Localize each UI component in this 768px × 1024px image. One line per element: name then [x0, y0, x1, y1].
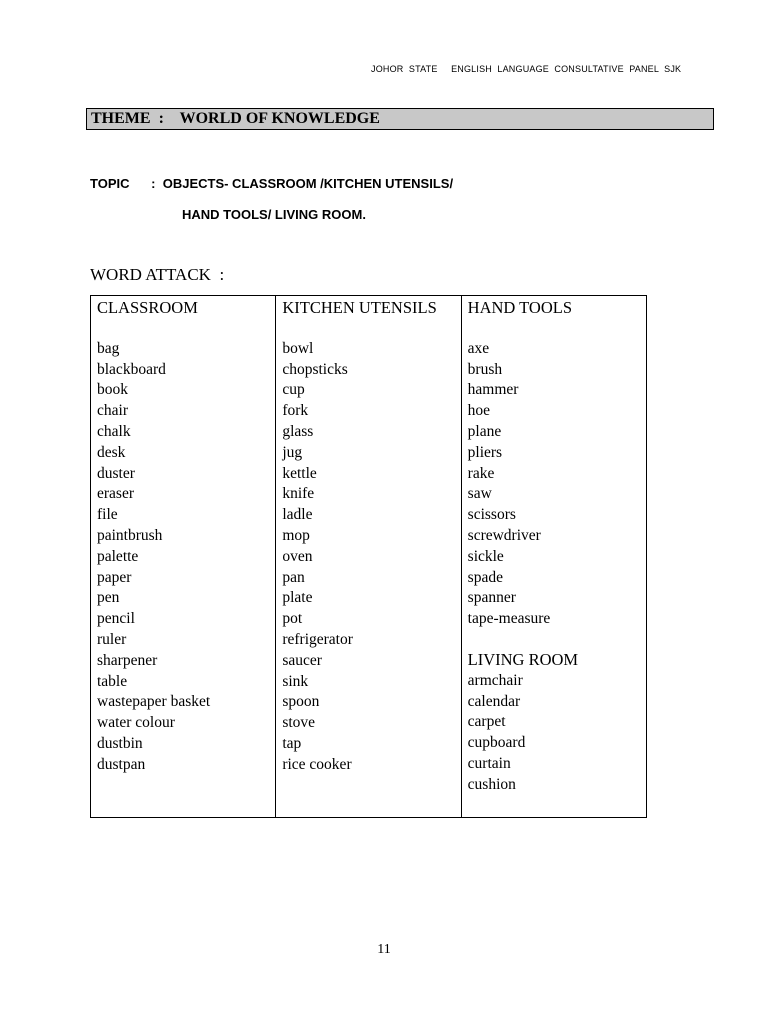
list-item: desk — [97, 443, 126, 461]
list-item: book — [97, 381, 128, 399]
list-item: carpet — [467, 713, 506, 731]
list-item: pliers — [467, 443, 503, 461]
list-item: tape-measure — [467, 610, 551, 628]
list-item: spade — [467, 568, 503, 586]
list-item: rice cooker — [282, 755, 352, 773]
list-item: dustpan — [97, 755, 146, 773]
kitchen-utensils-heading: KITCHEN UTENSILS — [282, 298, 437, 317]
list-item: sink — [282, 672, 309, 690]
list-item: paper — [97, 568, 132, 586]
list-item: dustbin — [97, 734, 143, 752]
list-item: axe — [467, 339, 490, 357]
list-item: stove — [282, 714, 316, 732]
list-item: scissors — [467, 506, 516, 524]
classroom-heading: CLASSROOM — [97, 298, 198, 317]
list-item: brush — [467, 360, 503, 378]
list-item: cushion — [467, 775, 516, 793]
list-item: knife — [282, 485, 315, 503]
list-item: chopsticks — [282, 360, 348, 378]
list-item: oven — [282, 547, 313, 565]
word-attack-label: WORD ATTACK : — [90, 265, 225, 284]
list-item: ladle — [282, 506, 313, 524]
list-item: chalk — [97, 422, 131, 440]
kitchen-utensils-list — [282, 339, 454, 776]
theme-title: THEME : WORLD OF KNOWLEDGE — [86, 108, 714, 130]
list-item: ruler — [97, 630, 127, 648]
list-item: spanner — [467, 589, 516, 607]
list-item: cup — [282, 381, 305, 399]
list-item: pencil — [97, 610, 135, 628]
list-item: table — [97, 672, 128, 690]
list-item: screwdriver — [467, 526, 541, 544]
list-item: kettle — [282, 464, 317, 482]
list-item: rake — [467, 464, 495, 482]
list-item: file — [97, 506, 118, 524]
hand-tools-column — [461, 296, 646, 818]
classroom-column — [91, 296, 276, 818]
list-item: spoon — [282, 693, 320, 711]
list-item: palette — [97, 547, 139, 565]
list-item: sickle — [467, 547, 504, 565]
list-item: saucer — [282, 651, 322, 669]
list-item: tap — [282, 734, 302, 752]
list-item: pan — [282, 568, 305, 586]
page-header: JOHOR STATE ENGLISH LANGUAGE CONSULTATIVE PANEL SJK — [371, 64, 682, 74]
table-row — [91, 296, 647, 818]
topic-line-1: TOPIC : OBJECTS- CLASSROOM /KITCHEN UTENSILS/ — [90, 176, 454, 191]
list-item: saw — [467, 485, 492, 503]
list-item: wastepaper basket — [97, 693, 211, 711]
page-number: 11 — [377, 942, 391, 957]
list-item: paintbrush — [97, 526, 163, 544]
list-item: sharpener — [97, 651, 158, 669]
list-item: chair — [97, 402, 128, 420]
list-item: eraser — [97, 485, 134, 503]
list-item: jug — [282, 443, 303, 461]
word-table — [90, 295, 647, 818]
list-item: bag — [97, 339, 120, 357]
list-item: cupboard — [467, 734, 526, 752]
list-item: calendar — [467, 692, 521, 710]
hand-tools-list — [468, 339, 640, 630]
living-room-heading: LIVING ROOM — [467, 649, 579, 669]
list-item: duster — [97, 464, 135, 482]
list-item: water colour — [97, 714, 175, 732]
list-item: plate — [282, 589, 313, 607]
list-item: glass — [282, 422, 314, 440]
topic-line-2: HAND TOOLS/ LIVING ROOM. — [182, 207, 366, 222]
list-item: mop — [282, 526, 310, 544]
hand-tools-heading: HAND TOOLS — [467, 298, 573, 317]
list-item: curtain — [467, 754, 511, 772]
classroom-list — [97, 339, 269, 776]
list-item: pen — [97, 589, 120, 607]
kitchen-utensils-column — [276, 296, 461, 818]
list-item: pot — [282, 610, 303, 628]
list-item: blackboard — [97, 360, 166, 378]
living-room-list — [468, 671, 640, 796]
list-item: fork — [282, 402, 309, 420]
list-item: hoe — [467, 402, 491, 420]
list-item: hammer — [467, 381, 519, 399]
list-item: plane — [467, 422, 502, 440]
list-item: refrigerator — [282, 630, 353, 648]
list-item: bowl — [282, 339, 314, 357]
list-item: armchair — [467, 671, 523, 689]
